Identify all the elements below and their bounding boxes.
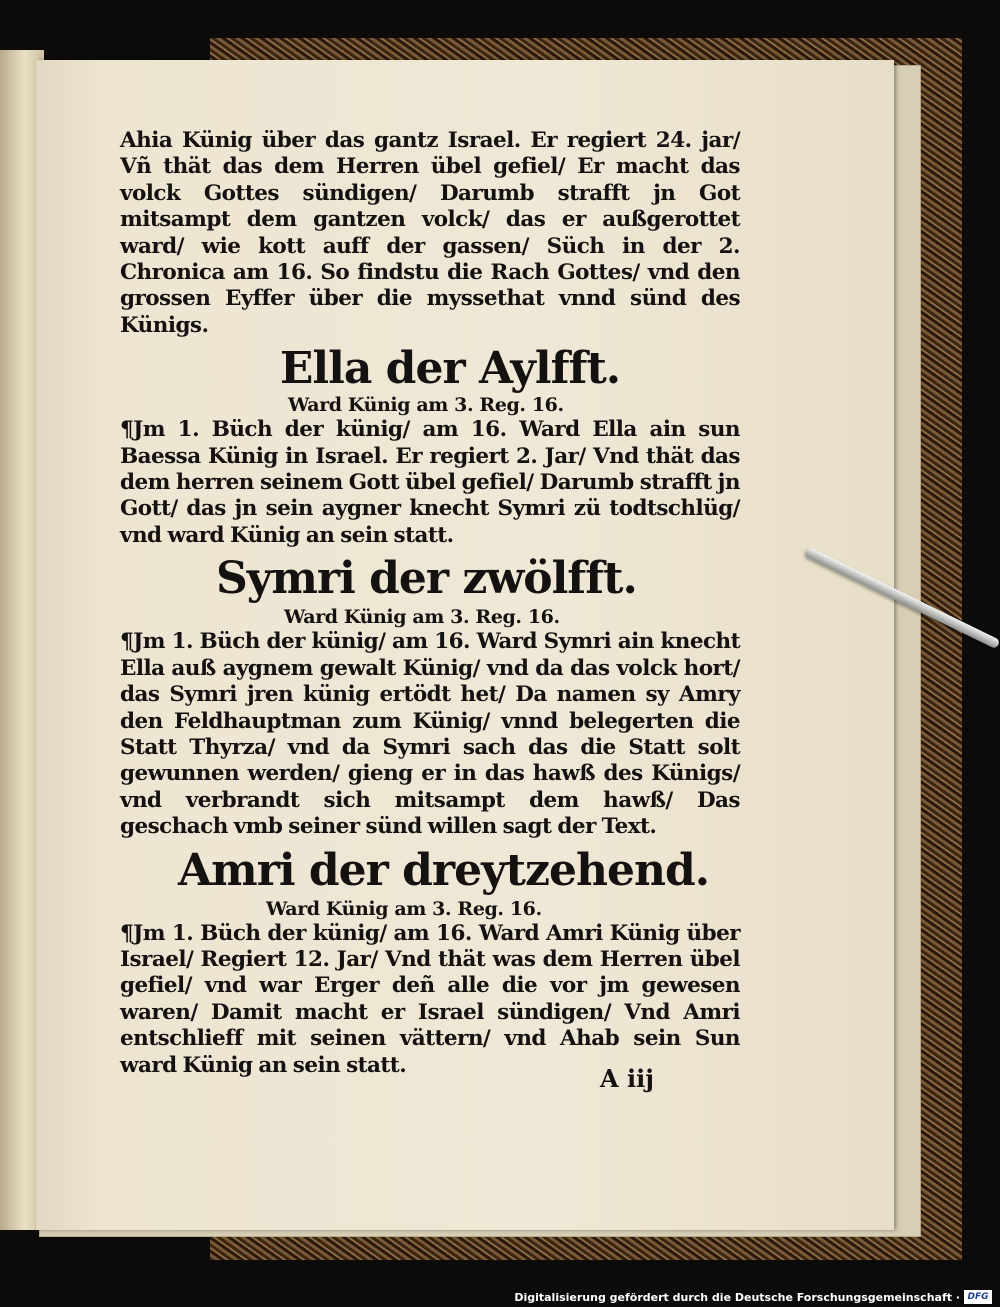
subheading-symri: Ward Künig am 3. Reg. 16. xyxy=(284,606,560,629)
paragraph-ahia: Ahia Künig über das gantz Israel. Er regiert 24. jar/ Vñ thät das dem Herren übel gefiel/ Er macht das volck Gottes sündigen/ Darumb strafft jn Got mitsampt dem gantzen volck/ das er außgerottet ward/ wie kott auff der gassen/ Süch in der 2. Chronica am 16. So findstu die Rach Gottes/ vnd den grossen Eyffer über die myssethat vnnd sünd des Künigs. xyxy=(120,128,740,338)
subheading-ella: Ward Künig am 3. Reg. 16. xyxy=(288,394,564,417)
digitization-credit: Digitalisierung gefördert durch die Deutsche Forschungsgemeinschaft · xyxy=(514,1291,960,1304)
heading-symri: Symri der zwölfft. xyxy=(216,553,637,605)
paragraph-symri: ¶Jm 1. Büch der künig/ am 16. Ward Symri ain knecht Ella auß aygnem gewalt Künig/ vnd da das volck hort/ das Symri jren künig ertödt het/ Da namen sy Amry den Feldhauptman zum Künig/ vnnd belegerten die Statt Thyrza/ vnd da Symri sach das die Statt solt gewunnen werden/ gieng er in das hawß des Künigs/ vnd verbrandt sich mitsampt dem hawß/ Das geschach vmb seiner sünd willen sagt der Text. xyxy=(120,629,740,840)
heading-amri: Amri der dreytzehend. xyxy=(178,844,710,896)
page-text-block xyxy=(120,128,740,1079)
subheading-amri: Ward Künig am 3. Reg. 16. xyxy=(266,897,542,920)
signature-mark: A iij xyxy=(600,1064,654,1093)
heading-ella: Ella der Aylfft. xyxy=(279,343,621,395)
paragraph-amri: ¶Jm 1. Büch der künig/ am 16. Ward Amri Künig über Israel/ Regiert 12. Jar/ Vnd thät was dem Herren übel gefiel/ vnd war Erger deñ alle die vor jm gewesen waren/ Damit macht er Israel sündigen/ Vnd Amri entschlieff mit seinen vättern/ vnd Ahab sein Sun ward Künig an sein statt. xyxy=(120,920,740,1078)
dfg-logo-icon: DFG xyxy=(964,1290,992,1304)
paragraph-ella: ¶Jm 1. Büch der künig/ am 16. Ward Ella ain sun Baessa Künig in Israel. Er regiert 2. Jar/ Vnd thät das dem herren seinem Gott übel gefiel/ Darumb strafft jn Gott/ das jn sein aygner knecht Symri zü todtschlüg/ vnd ward Künig an sein statt. xyxy=(120,417,740,548)
